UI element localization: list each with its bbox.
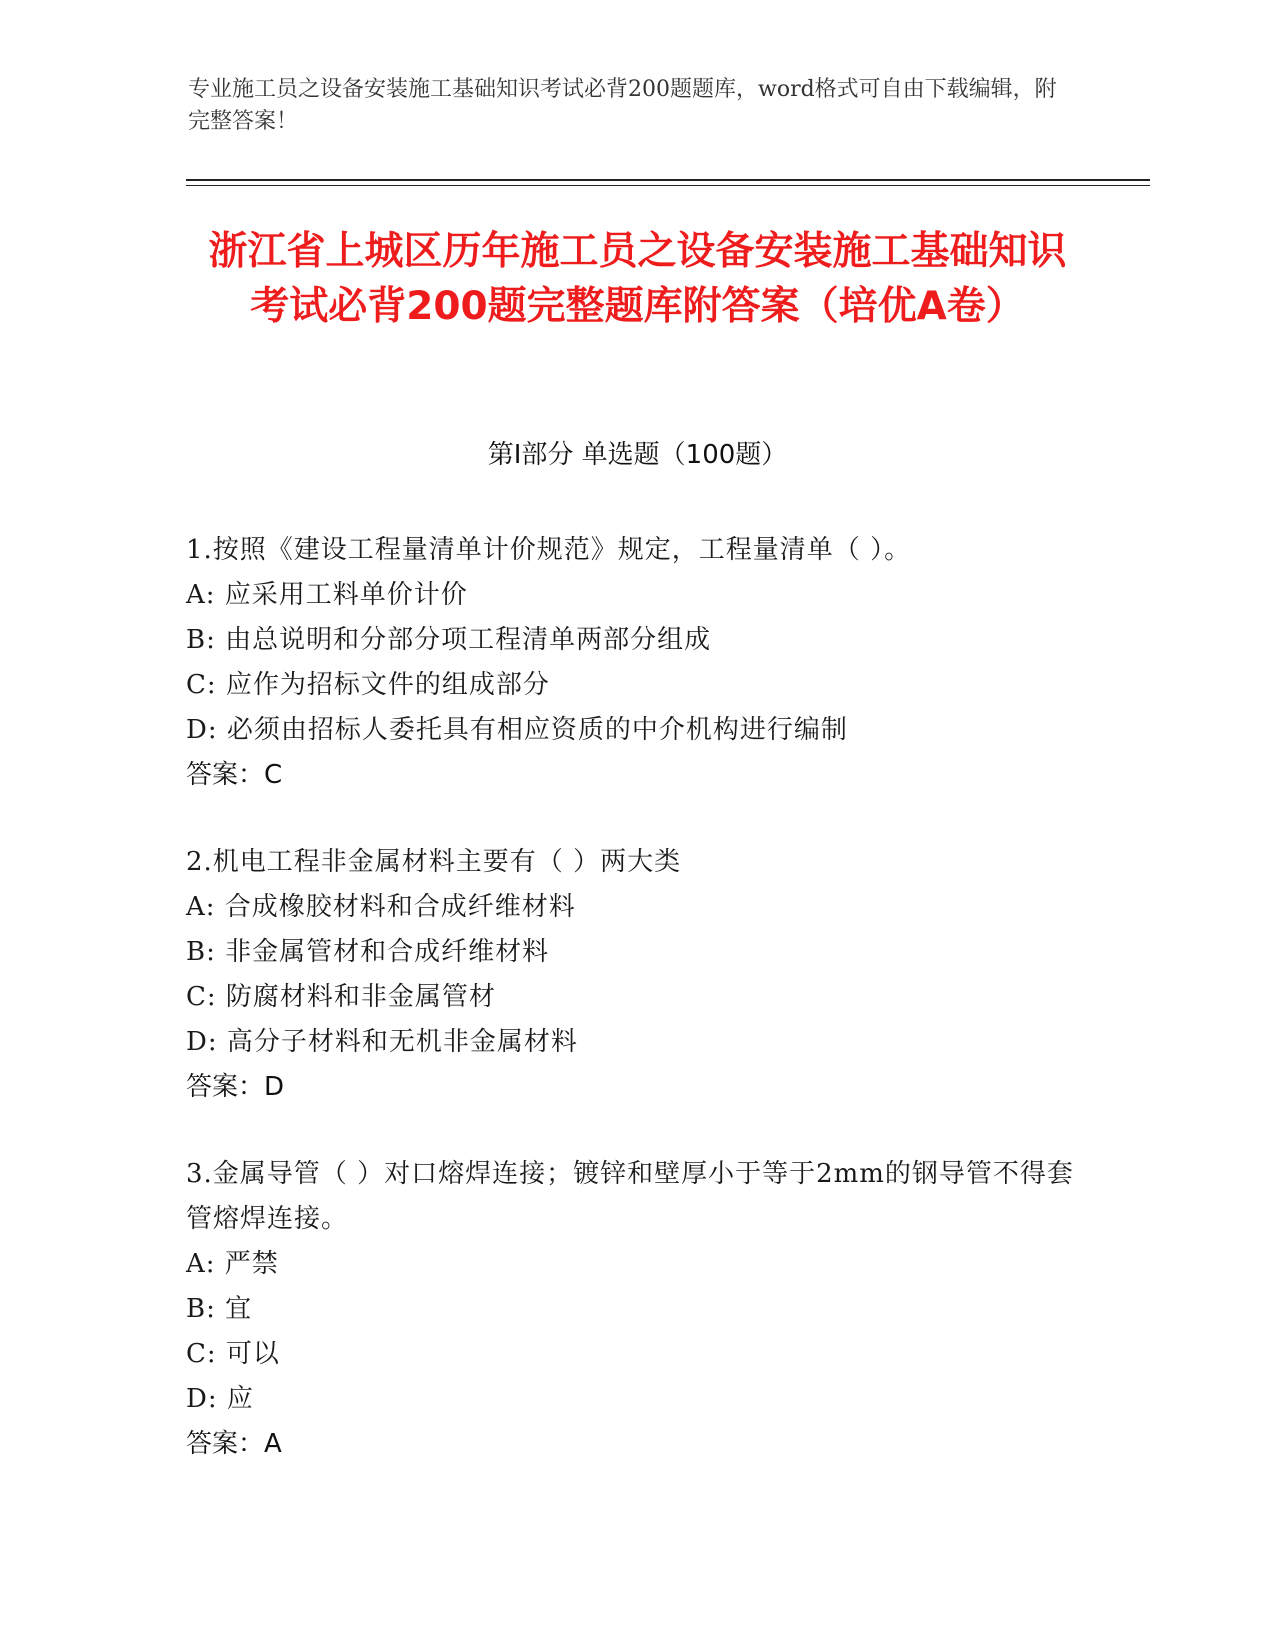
question-stem: 1.按照《建设工程量清单计价规范》规定，工程量清单（ ）。 [186, 535, 912, 565]
option-c: C: 可以 [186, 1339, 280, 1369]
answer: 答案：D [186, 1072, 285, 1102]
answer: 答案：A [186, 1429, 282, 1459]
option-d: D: 必须由招标人委托具有相应资质的中介机构进行编制 [186, 715, 848, 745]
answer: 答案：C [186, 760, 283, 790]
option-c: C: 应作为招标文件的组成部分 [186, 670, 550, 700]
option-c: C: 防腐材料和非金属管材 [186, 982, 496, 1012]
header-divider-thick [186, 179, 1150, 181]
option-a: A: 合成橡胶材料和合成纤维材料 [186, 892, 576, 922]
question-list [186, 528, 1086, 1509]
question-2 [186, 840, 1086, 1110]
option-b: B: 由总说明和分部分项工程清单两部分组成 [186, 625, 712, 655]
question-stem: 2.机电工程非金属材料主要有（ ）两大类 [186, 847, 682, 877]
option-a: A: 严禁 [186, 1249, 279, 1279]
header-divider-thin [186, 185, 1150, 186]
option-d: D: 应 [186, 1384, 254, 1414]
section-title: 第Ⅰ部分 单选题（100题） [487, 440, 788, 470]
question-stem: 3.金属导管（ ）对口熔焊连接；镀锌和壁厚小于等于2mm的钢导管不得套管熔焊连接。 [186, 1159, 1074, 1234]
option-b: B: 非金属管材和合成纤维材料 [186, 937, 550, 967]
document-title: 浙江省上城区历年施工员之设备安装施工基础知识考试必背200题完整题库附答案（培优A卷） [208, 229, 1067, 329]
option-d: D: 高分子材料和无机非金属材料 [186, 1027, 578, 1057]
question-3 [186, 1152, 1086, 1467]
header-note: 专业施工员之设备安装施工基础知识考试必背200题题库，word格式可自由下载编辑，附完整答案！ [188, 77, 1057, 134]
question-1 [186, 528, 1086, 798]
option-b: B: 宜 [186, 1294, 253, 1324]
option-a: A: 应采用工料单价计价 [186, 580, 468, 610]
